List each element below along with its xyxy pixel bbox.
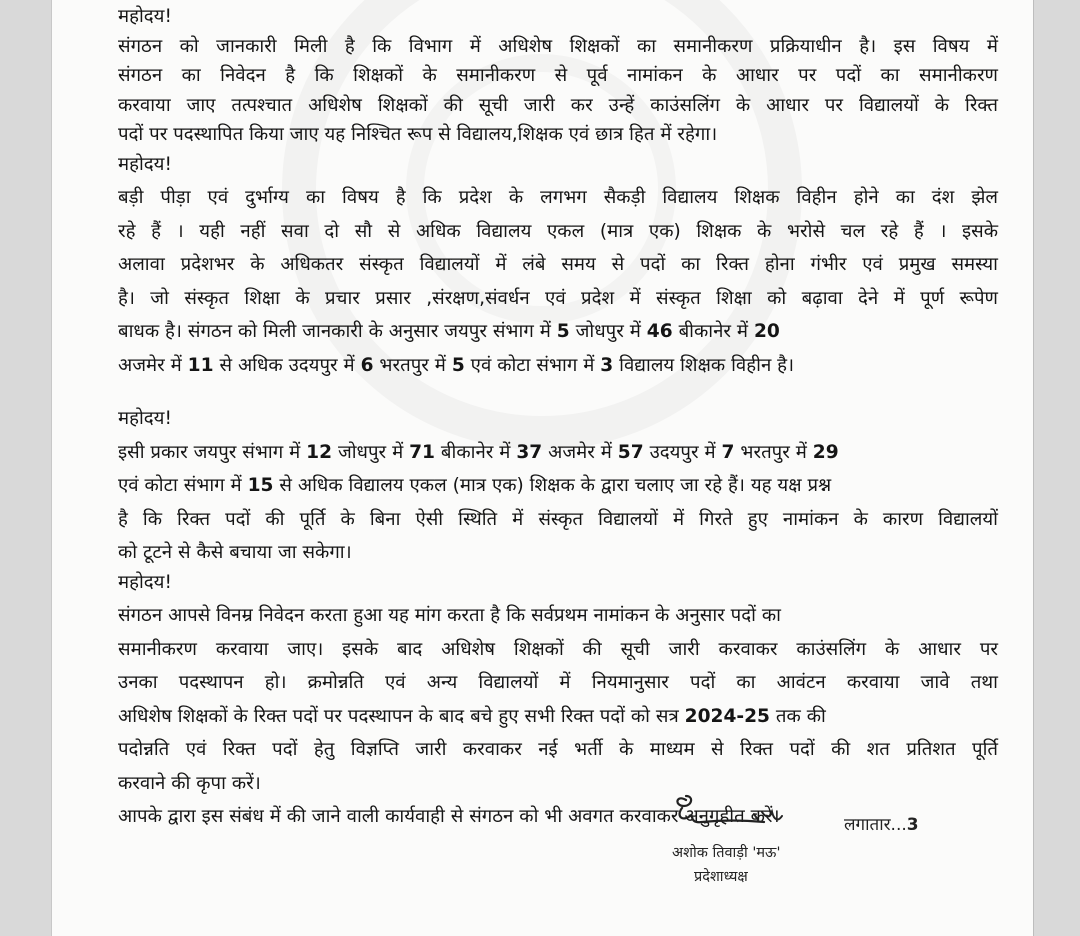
count-kota: 3 — [600, 354, 614, 376]
body-line: संगठन का निवेदन है कि शिक्षकों के समानीकरण से पूर्व नामांकन के आधार पर पदों का समानीकरण — [118, 65, 998, 86]
body-line: को टूटने से कैसे बचाया जा सकेगा। — [118, 542, 352, 563]
body-line: एवं कोटा संभाग में 15 से अधिक विद्यालय एकल (मात्र एक) शिक्षक के द्वारा चलाए जा रहे हैं। यह यक्ष प्रश्न — [118, 475, 832, 496]
count-bikaner: 20 — [753, 321, 780, 342]
session-year: 2024-25 — [684, 705, 770, 727]
body-line: करवाने की कृपा करें। — [118, 772, 261, 794]
body-line: पदों पर पदस्थापित किया जाए यह निश्चित रूप से विद्यालय,शिक्षक एवं छात्र हित में रहेगा। — [118, 124, 718, 145]
body-line: अलावा प्रदेशभर के अधिकतर संस्कृत विद्यालयों में लंबे समय से पदों का रिक्त होना गंभीर एवं प्रमुख समस्या — [118, 254, 998, 275]
letter-page — [52, 0, 1033, 936]
continued-marker: लगातार...3 — [844, 815, 919, 835]
letter-body — [118, 0, 998, 832]
handwritten-signature — [672, 790, 792, 840]
body-line: अधिशेष शिक्षकों के रिक्त पदों पर पदस्थापन के बाद बचे हुए सभी रिक्त पदों को सत्र 2024-25 तक की — [118, 705, 826, 727]
count-jaipur: 5 — [556, 321, 570, 342]
count-udaipur: 6 — [360, 354, 374, 376]
count-bharatpur: 5 — [451, 354, 465, 376]
count-ajmer: 11 — [187, 354, 214, 376]
body-line: संगठन आपसे विनम्र निवेदन करता हुआ यह मांग करता है कि सर्वप्रथम नामांकन के अनुसार पदों का — [118, 605, 781, 626]
salutation: महोदय! — [118, 408, 172, 429]
closing-line: आपके द्वारा इस संबंध में की जाने वाली कार्यवाही से संगठन को भी अवगत करवाकर अनुगृहीत करें। — [118, 806, 780, 827]
body-line: समानीकरण करवाया जाए। इसके बाद अधिशेष शिक्षकों की सूची जारी करवाकर काउंसलिंग के आधार पर — [118, 638, 998, 660]
salutation: महोदय! — [118, 6, 172, 27]
body-line: इसी प्रकार जयपुर संभाग में 12 जोधपुर में 71 बीकानेर में 37 अजमेर में 57 उदयपुर में 7 भरतपुर में 29 — [118, 441, 839, 463]
body-line: पदोन्नति एवं रिक्त पदों हेतु विज्ञप्ति जारी करवाकर नई भर्ती के माध्यम से रिक्त पदों की शत प्रतिशत पूर्ति — [118, 739, 998, 760]
salutation: महोदय! — [118, 153, 172, 175]
body-line: बाधक है। संगठन को मिली जानकारी के अनुसार जयपुर संभाग में 5 जोधपुर में 46 बीकानेर में 20 — [118, 321, 780, 342]
body-line: है। जो संस्कृत शिक्षा के प्रचार प्रसार ,संरक्षण,संवर्धन एवं प्रदेश में संस्कृत शिक्षा को बढ़ावा देने में पूर्ण रूपेण — [118, 287, 998, 309]
signature-block — [672, 790, 992, 900]
body-line: करवाया जाए तत्पश्चात अधिशेष शिक्षकों की सूची जारी कर उन्हें काउंसलिंग के आधार पर विद्यालयों के रिक्त — [118, 94, 998, 116]
body-line: अजमेर में 11 से अधिक उदयपुर में 6 भरतपुर में 5 एवं कोटा संभाग में 3 विद्यालय शिक्षक विहीन है। — [118, 354, 795, 376]
count-jodhpur: 46 — [646, 321, 673, 342]
body-line: रहे हैं । यही नहीं सवा दो सौ से अधिक विद्यालय एकल (मात्र एक) शिक्षक के भरोसे चल रहे हैं । इसके — [118, 220, 998, 242]
body-line: संगठन को जानकारी मिली है कि विभाग में अधिशेष शिक्षकों का समानीकरण प्रक्रियाधीन है। इस विषय में — [118, 35, 998, 57]
salutation: महोदय! — [118, 571, 172, 593]
body-line: है कि रिक्त पदों की पूर्ति के बिना ऐसी स्थिति में संस्कृत विद्यालयों में गिरते हुए नामांकन के कारण विद्यालयों — [118, 508, 998, 530]
body-line: बड़ी पीड़ा एवं दुर्भाग्य का विषय है कि प्रदेश के लगभग सैकड़ी विद्यालय शिक्षक विहीन होने का दंश झेल — [118, 187, 998, 208]
signatory-title: प्रदेशाध्यक्ष — [694, 869, 748, 885]
body-line: उनका पदस्थापन हो। क्रमोन्नति एवं अन्य विद्यालयों में नियमानुसार पदों का आवंटन करवाया जावे तथा — [118, 672, 998, 693]
signatory-name: अशोक तिवाड़ी 'मऊ' — [672, 845, 781, 861]
